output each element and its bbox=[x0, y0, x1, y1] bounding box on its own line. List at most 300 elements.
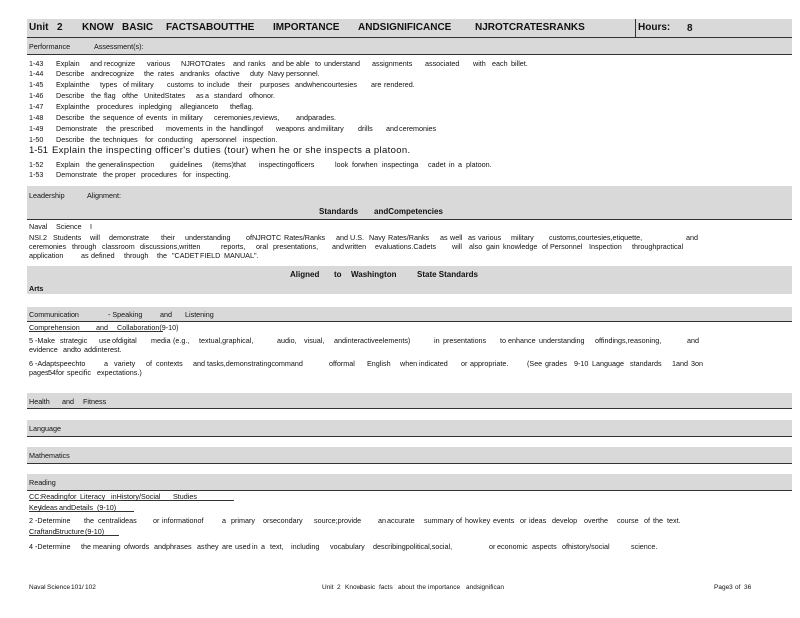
communication-word: grades bbox=[545, 359, 567, 368]
objective-word: Navy bbox=[268, 69, 285, 78]
objective-word: Explain bbox=[56, 59, 80, 68]
reading-subheading: Key bbox=[29, 503, 42, 512]
unit-number: 2 bbox=[57, 22, 63, 33]
title-word: ANDSIGNIFICANCE bbox=[358, 22, 452, 33]
objective-word: military bbox=[321, 124, 344, 133]
unit-label: Unit bbox=[29, 22, 49, 33]
objective-id: 1-47 bbox=[29, 102, 44, 111]
reading-word: andphrases bbox=[154, 542, 192, 551]
footer-center: importance bbox=[428, 584, 461, 591]
reading-word: ofhistory/social bbox=[562, 542, 610, 551]
title-word: NJROTCRATESRANKS bbox=[475, 22, 585, 33]
objective-id: 1-43 bbox=[29, 59, 44, 68]
reading-word: ofwords bbox=[124, 542, 150, 551]
standard-word: and bbox=[686, 233, 698, 242]
standard-word: customs,courtesies,etiquette, bbox=[549, 233, 643, 242]
objective-word: look bbox=[335, 160, 349, 169]
title-word: BASIC bbox=[122, 22, 154, 33]
objective-word: movements bbox=[166, 124, 204, 133]
standard-word: of bbox=[542, 242, 548, 251]
title-word: FACTSABOUTTHE bbox=[166, 22, 255, 33]
objective-word: their bbox=[238, 80, 252, 89]
objective-word: UnitedStates bbox=[144, 91, 186, 100]
standard-word: ceremonies bbox=[29, 242, 67, 251]
objective-word: the bbox=[144, 69, 154, 78]
communication-word: (See bbox=[527, 359, 543, 368]
communication-word: media bbox=[151, 336, 171, 345]
reading-subheading: Structure bbox=[55, 527, 85, 536]
communication-word: 9-10 bbox=[574, 359, 589, 368]
objective-id: 1-51 bbox=[29, 145, 49, 156]
objective-word: conducting bbox=[158, 135, 193, 144]
communication-word: contexts bbox=[156, 359, 183, 368]
objective-word: ceremonies,reviews, bbox=[214, 113, 280, 122]
objective-word: military bbox=[180, 113, 203, 122]
standard-word: presentations, bbox=[273, 242, 319, 251]
standard-word: and bbox=[336, 233, 348, 242]
objective-word: the bbox=[90, 113, 100, 122]
communication-word: specific bbox=[67, 368, 91, 377]
standard-word: knowledge bbox=[503, 242, 538, 251]
objective-word: Describe bbox=[56, 91, 85, 100]
objective-word: in bbox=[172, 113, 178, 122]
objective-word: able bbox=[296, 59, 310, 68]
communication-heading: Listening bbox=[185, 310, 214, 319]
standard-word: and bbox=[332, 242, 344, 251]
reading-word: including bbox=[291, 542, 320, 551]
objective-word: generalinspection bbox=[98, 160, 155, 169]
objective-word: the bbox=[103, 170, 113, 179]
standard-word: MANUAL". bbox=[224, 251, 259, 260]
leadership-label: Leadership bbox=[29, 191, 65, 200]
objective-word: andparades. bbox=[296, 113, 336, 122]
reading-word: economic bbox=[497, 542, 528, 551]
objective-word: a bbox=[458, 160, 462, 169]
reading-word: centralideas bbox=[98, 516, 137, 525]
objective-word: military bbox=[131, 80, 154, 89]
objective-word: recognize bbox=[104, 59, 136, 68]
communication-word: understanding bbox=[539, 336, 585, 345]
reading-heading: Reading bbox=[29, 478, 56, 487]
objective-word: rendered. bbox=[384, 80, 415, 89]
objective-word: and bbox=[90, 59, 102, 68]
reading-word: 2 -Determine bbox=[29, 516, 71, 525]
objective-word: assignments bbox=[372, 59, 413, 68]
footer-left: Naval bbox=[29, 584, 46, 591]
performance-label: Performance bbox=[29, 42, 71, 51]
hours-value: 8 bbox=[687, 23, 693, 34]
communication-word: standards bbox=[630, 359, 662, 368]
reading-word: 4 -Determine bbox=[29, 542, 71, 551]
standard-word: Navy bbox=[369, 233, 386, 242]
reading-word: or bbox=[153, 516, 160, 525]
footer-center: the bbox=[417, 584, 427, 591]
aligned-heading: to bbox=[334, 270, 342, 279]
communication-word: and bbox=[193, 359, 205, 368]
reading-word: describingpolitical,social, bbox=[373, 542, 453, 551]
standard-word: will bbox=[452, 242, 462, 251]
reading-word: science. bbox=[631, 542, 658, 551]
standard-word: will bbox=[90, 233, 100, 242]
communication-word: and bbox=[63, 345, 75, 354]
objective-word: theflag. bbox=[230, 102, 254, 111]
objective-word: apersonnel bbox=[201, 135, 237, 144]
objective-word: associated bbox=[425, 59, 460, 68]
objective-id: 1-44 bbox=[29, 69, 44, 78]
communication-word: indicated bbox=[419, 359, 448, 368]
footer-center: Know bbox=[345, 584, 362, 591]
objective-word: Demonstrate bbox=[56, 170, 98, 179]
communication-word: tasks,demonstratingcommand bbox=[207, 359, 303, 368]
objective-word: procedures bbox=[97, 102, 133, 111]
footer-center: about bbox=[398, 584, 415, 591]
reading-word: of bbox=[644, 516, 650, 525]
footer-left: Science bbox=[47, 584, 71, 591]
communication-heading: - Speaking bbox=[108, 310, 143, 319]
objective-word: allegianceto bbox=[180, 102, 219, 111]
communication-word: offormal bbox=[329, 359, 355, 368]
objective-word: proper bbox=[115, 170, 136, 179]
reading-subheading: (9-10) bbox=[85, 527, 105, 536]
reading-word: are bbox=[222, 542, 233, 551]
comprehension-subheading: Collaboration(9-10) bbox=[117, 323, 179, 332]
standard-word: as bbox=[468, 233, 476, 242]
reading-subheading: inHistory/Social bbox=[111, 492, 161, 501]
objective-word: ceremonies bbox=[399, 124, 437, 133]
objective-word: guidelines bbox=[170, 160, 203, 169]
communication-word: 6 -Adaptspeechto bbox=[29, 359, 86, 368]
reading-word: orsecondary bbox=[263, 516, 303, 525]
communication-word: enhance bbox=[508, 336, 536, 345]
objective-word: (items)that bbox=[212, 160, 246, 169]
reading-word: summary bbox=[424, 516, 454, 525]
communication-word: in bbox=[434, 336, 440, 345]
communication-word: and bbox=[687, 336, 699, 345]
objective-word: be bbox=[286, 59, 294, 68]
reading-subheading: Details bbox=[71, 503, 93, 512]
aligned-heading: State Standards bbox=[417, 270, 478, 279]
communication-word: 5 -Make bbox=[29, 336, 55, 345]
arts-label: Arts bbox=[29, 284, 44, 293]
reading-word: or bbox=[520, 516, 527, 525]
objective-word: inspectinga bbox=[382, 160, 419, 169]
reading-word: the bbox=[84, 516, 94, 525]
objective-word: inpledging bbox=[139, 102, 172, 111]
objective-word: andranks bbox=[180, 69, 210, 78]
objective-word: as bbox=[196, 91, 204, 100]
reading-word: text, bbox=[270, 542, 284, 551]
objective-word: a bbox=[205, 91, 209, 100]
standard-word: their bbox=[161, 233, 175, 242]
naval-science-heading: Science bbox=[56, 222, 82, 231]
reading-subheading: (9-10) bbox=[97, 503, 117, 512]
objective-word: drills bbox=[358, 124, 373, 133]
standard-word: demonstrate bbox=[109, 233, 149, 242]
footer-center: facts bbox=[379, 584, 393, 591]
objective-id: 1-53 bbox=[29, 170, 44, 179]
footer-left: 101/ bbox=[71, 584, 84, 591]
communication-word: 1and bbox=[672, 359, 688, 368]
standard-word: written bbox=[345, 242, 367, 251]
objective-id: 1-52 bbox=[29, 160, 44, 169]
communication-word: add bbox=[84, 345, 96, 354]
objective-word: types bbox=[100, 80, 118, 89]
communication-word: English bbox=[367, 359, 391, 368]
objective-word: understand bbox=[324, 59, 360, 68]
communication-word: textual,graphical, bbox=[199, 336, 254, 345]
standard-word: Inspection bbox=[589, 242, 622, 251]
objective-word: Explain bbox=[56, 160, 80, 169]
communication-word: when bbox=[400, 359, 418, 368]
objective-word: inspecting. bbox=[196, 170, 231, 179]
objective-word: are bbox=[371, 80, 382, 89]
objective-word: forwhen bbox=[352, 160, 378, 169]
objective-word: and bbox=[308, 124, 320, 133]
objective-word: in bbox=[207, 124, 213, 133]
reading-word: key bbox=[479, 516, 491, 525]
reading-word: events bbox=[493, 516, 515, 525]
standard-word: military bbox=[511, 233, 534, 242]
reading-word: informationof bbox=[162, 516, 204, 525]
objective-word: and bbox=[386, 124, 398, 133]
objective-word: sequence bbox=[103, 113, 135, 122]
objective-id: 1-49 bbox=[29, 124, 44, 133]
reading-word: an bbox=[378, 516, 386, 525]
reading-word: course bbox=[617, 516, 639, 525]
communication-word: or bbox=[461, 359, 468, 368]
objective-word: inspectingofficers bbox=[259, 160, 315, 169]
communication-word: presentations bbox=[443, 336, 487, 345]
objective-word: and bbox=[233, 59, 245, 68]
objective-word: Describe bbox=[56, 113, 85, 122]
communication-word: strategic bbox=[60, 336, 88, 345]
objective-id: 1-46 bbox=[29, 91, 44, 100]
reading-word: used bbox=[235, 542, 251, 551]
communication-word: to bbox=[75, 345, 81, 354]
standards-heading: Standards bbox=[319, 207, 359, 216]
assessment-label: Assessment(s): bbox=[94, 42, 144, 51]
objective-id: 1-48 bbox=[29, 113, 44, 122]
objective-word: the bbox=[91, 91, 101, 100]
standard-word: reports, bbox=[221, 242, 246, 251]
reading-subheading: Literacy bbox=[80, 492, 106, 501]
objective-word: for bbox=[183, 170, 192, 179]
comprehension-subheading: Comprehension bbox=[29, 323, 80, 332]
objective-word: various bbox=[147, 59, 171, 68]
objective-id: 1-45 bbox=[29, 80, 44, 89]
objective-word: billet. bbox=[511, 59, 528, 68]
objective-word: personnel. bbox=[286, 69, 320, 78]
hours-label: Hours: bbox=[638, 22, 671, 33]
reading-word: they bbox=[205, 542, 219, 551]
objective-word: techniques bbox=[103, 135, 138, 144]
objective-word: andrecognize bbox=[91, 69, 135, 78]
standard-word: well bbox=[450, 233, 463, 242]
objective-word: to bbox=[315, 59, 321, 68]
communication-word: ofdigital bbox=[112, 336, 137, 345]
reading-word: overthe bbox=[584, 516, 608, 525]
communication-word: of bbox=[146, 359, 152, 368]
reading-word: text. bbox=[667, 516, 681, 525]
reading-word: the bbox=[653, 516, 663, 525]
objective-word: Explainthe bbox=[56, 80, 90, 89]
objective-text: Explain the inspecting officer's duties (tour) when he or she inspects a platoon. bbox=[52, 145, 411, 156]
objective-word: inspection. bbox=[243, 135, 278, 144]
standard-word: NSI.2 bbox=[29, 233, 47, 242]
objective-word: flag bbox=[104, 91, 116, 100]
reading-word: vocabulary bbox=[330, 542, 365, 551]
standard-word: the bbox=[157, 251, 167, 260]
health-heading: and bbox=[62, 397, 74, 406]
objective-word: ofhonor. bbox=[249, 91, 275, 100]
objective-word: Describe bbox=[56, 135, 85, 144]
reading-word: as bbox=[197, 542, 205, 551]
reading-word: a bbox=[261, 542, 265, 551]
reading-word: how bbox=[465, 516, 479, 525]
standard-word: FIELD bbox=[200, 251, 221, 260]
footer-center: 2 bbox=[337, 584, 341, 591]
objective-word: the bbox=[106, 124, 116, 133]
comprehension-subheading: and bbox=[96, 323, 108, 332]
standard-word: gain bbox=[486, 242, 500, 251]
standard-word: Rates/Ranks bbox=[388, 233, 430, 242]
objective-word: NJROTC bbox=[181, 59, 211, 68]
standard-word: discussions,written bbox=[140, 242, 201, 251]
standards-heading: andCompetencies bbox=[374, 207, 443, 216]
standard-word: defined bbox=[91, 251, 115, 260]
standard-word: as bbox=[440, 233, 448, 242]
objective-word: to bbox=[198, 80, 204, 89]
reading-word: of bbox=[456, 516, 462, 525]
reading-subheading: for bbox=[68, 492, 77, 501]
reading-word: a bbox=[222, 516, 226, 525]
objective-word: cadet bbox=[428, 160, 446, 169]
communication-word: (e.g., bbox=[173, 336, 190, 345]
objective-word: purposes bbox=[260, 80, 290, 89]
objective-word: the bbox=[216, 124, 226, 133]
objective-word: and bbox=[272, 59, 284, 68]
health-heading: Health bbox=[29, 397, 50, 406]
reading-word: primary bbox=[231, 516, 255, 525]
objective-word: customs bbox=[167, 80, 194, 89]
objective-word: in bbox=[449, 160, 455, 169]
reading-subheading: Ideas bbox=[40, 503, 58, 512]
objective-word: handlingof bbox=[230, 124, 264, 133]
objective-word: events bbox=[146, 113, 168, 122]
standard-word: also bbox=[469, 242, 483, 251]
naval-science-heading: Naval bbox=[29, 222, 48, 231]
reading-subheading: Studies bbox=[173, 492, 197, 501]
reading-subheading: Reading bbox=[41, 492, 68, 501]
standard-word: through bbox=[124, 251, 149, 260]
reading-word: aspects bbox=[532, 542, 557, 551]
standard-word: application bbox=[29, 251, 64, 260]
objective-word: ofthe bbox=[122, 91, 138, 100]
reading-word: meaning bbox=[93, 542, 121, 551]
standard-word: "CADET bbox=[172, 251, 199, 260]
standard-word: throughpractical bbox=[632, 242, 684, 251]
objective-word: rates bbox=[209, 59, 225, 68]
footer-center: basic bbox=[360, 584, 376, 591]
communication-word: offindings,reasoning, bbox=[595, 336, 662, 345]
objective-word: procedures bbox=[141, 170, 177, 179]
footer-right: of bbox=[735, 584, 741, 591]
objective-word: the bbox=[90, 135, 100, 144]
mathematics-heading: Mathematics bbox=[29, 451, 70, 460]
communication-word: variety bbox=[114, 359, 136, 368]
objective-word: standard bbox=[214, 91, 242, 100]
objective-word: Explainthe bbox=[56, 102, 90, 111]
reading-word: accurate bbox=[387, 516, 415, 525]
reading-word: ideas bbox=[529, 516, 547, 525]
objective-word: ofactive bbox=[215, 69, 240, 78]
health-heading: Fitness bbox=[83, 397, 107, 406]
reading-word: in bbox=[252, 542, 258, 551]
objective-word: platoon. bbox=[466, 160, 492, 169]
communication-heading: Communication bbox=[29, 310, 79, 319]
footer-center: andsignifican bbox=[466, 584, 504, 591]
language-heading: Language bbox=[29, 424, 61, 433]
objective-word: andwhencourtesies bbox=[295, 80, 357, 89]
communication-word: 3on bbox=[691, 359, 703, 368]
objective-word: rates bbox=[158, 69, 174, 78]
objective-id: 1-50 bbox=[29, 135, 44, 144]
footer-center: Unit bbox=[322, 584, 334, 591]
communication-word: 54for bbox=[48, 368, 65, 377]
objective-word: prescribed bbox=[120, 124, 154, 133]
aligned-heading: Washington bbox=[351, 270, 397, 279]
reading-word: develop bbox=[552, 516, 578, 525]
reading-word: source;provide bbox=[314, 516, 362, 525]
standard-word: understanding bbox=[185, 233, 231, 242]
communication-word: pages bbox=[29, 368, 49, 377]
standard-word: through bbox=[72, 242, 97, 251]
objective-word: weapons bbox=[276, 124, 305, 133]
standard-word: evaluations.Cadets bbox=[375, 242, 437, 251]
objective-word: Demonstrate bbox=[56, 124, 98, 133]
naval-science-heading: I bbox=[90, 222, 92, 231]
objective-word: the bbox=[86, 160, 96, 169]
communication-word: evidence bbox=[29, 345, 58, 354]
title-word: KNOW bbox=[82, 22, 114, 33]
objective-word: duty bbox=[250, 69, 264, 78]
communication-heading: and bbox=[160, 310, 172, 319]
standard-word: Personnel bbox=[550, 242, 583, 251]
objective-word: Describe bbox=[56, 69, 85, 78]
communication-word: Language bbox=[592, 359, 624, 368]
communication-word: visual, bbox=[304, 336, 325, 345]
standard-word: as bbox=[81, 251, 89, 260]
communication-word: use bbox=[99, 336, 111, 345]
objective-word: for bbox=[145, 135, 154, 144]
objective-word: each bbox=[492, 59, 508, 68]
footer-left: 102 bbox=[85, 584, 96, 591]
standard-word: oral bbox=[256, 242, 268, 251]
communication-word: expectations.) bbox=[97, 368, 142, 377]
standard-word: various bbox=[478, 233, 502, 242]
footer-right: Page3 bbox=[714, 584, 733, 591]
objective-word: with bbox=[473, 59, 486, 68]
communication-word: audio, bbox=[277, 336, 297, 345]
communication-word: andinteractiveelements) bbox=[334, 336, 411, 345]
communication-word: to bbox=[500, 336, 506, 345]
standard-word: Rates/Ranks bbox=[284, 233, 326, 242]
communication-word: appropriate. bbox=[470, 359, 509, 368]
aligned-heading: Aligned bbox=[290, 270, 320, 279]
alignment-label: Alignment: bbox=[87, 191, 121, 200]
reading-subheading: Craftand bbox=[29, 527, 57, 536]
objective-word: ranks bbox=[248, 59, 266, 68]
